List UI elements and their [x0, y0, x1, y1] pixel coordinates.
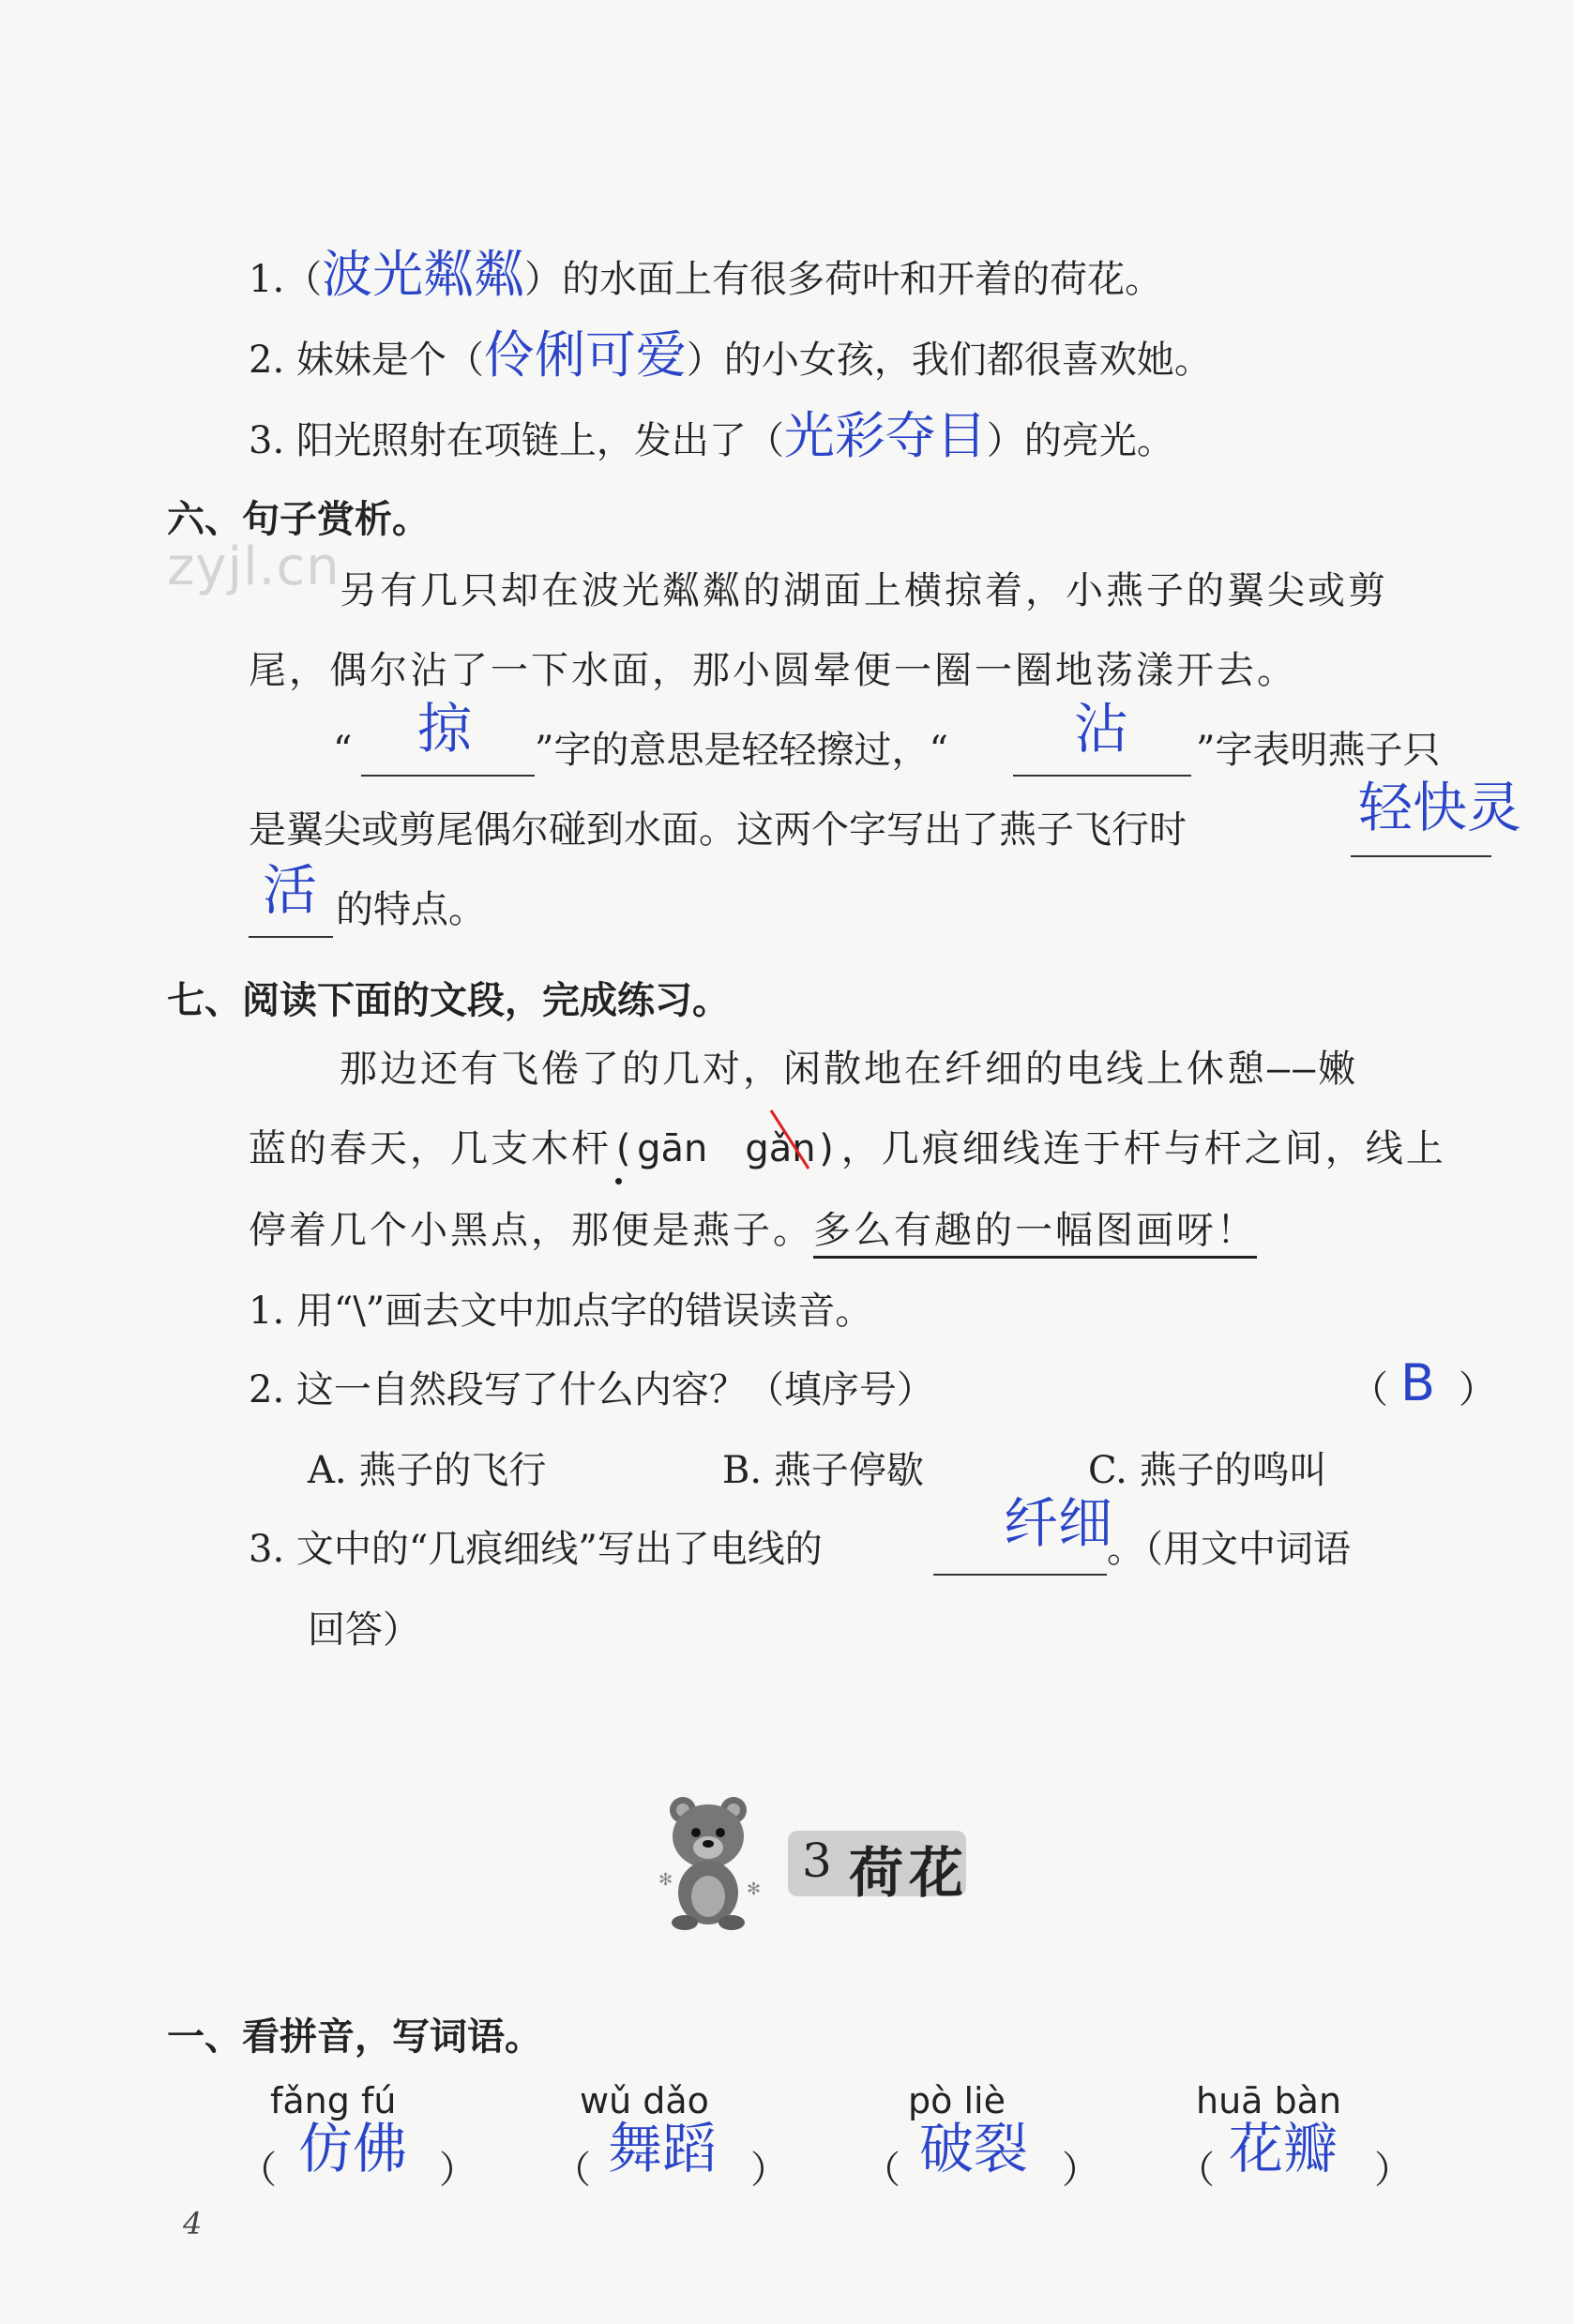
sentence-start: 阳光照射在项链上，发出了（ [295, 419, 784, 462]
handwritten-answer: 沾 [1074, 697, 1129, 761]
paren-open: （ [1177, 2149, 1215, 2192]
strike-mark [767, 1107, 814, 1172]
question-line: ”字表明燕子只 [1196, 729, 1441, 772]
sentence-rest: ）的小女孩，我们都很喜欢她。 [686, 339, 1212, 382]
handwritten-answer: 纤细 [1004, 1491, 1113, 1555]
answer-blank [1013, 775, 1191, 777]
pinyin-option-crossed: gǎn [745, 1127, 816, 1170]
answer-paren-open: （ [1351, 1368, 1388, 1411]
passage-line [249, 1209, 1257, 1252]
paren-close: ） [750, 2149, 788, 2192]
question-line: “ [333, 729, 353, 772]
passage-line: 那边还有飞倦了的几对，闲散地在纤细的电线上休憩——嫩 [340, 1048, 1359, 1091]
underlined-sentence: 多么有趣的一幅图画呀！ [813, 1209, 1257, 1259]
lesson-title: 荷花 [849, 1841, 970, 1905]
answer-blank [361, 775, 535, 777]
watermark: zyjl.cn [167, 536, 340, 597]
question-1: 1. 用“\”画去文中加点字的错误读音。 [249, 1290, 873, 1333]
passage-line: 尾，偶尔沾了一下水面，那小圆晕便一圈一圈地荡漾开去。 [249, 649, 1297, 692]
section-1-heading: 一、看拼音，写词语。 [167, 2015, 542, 2059]
sentence-start: 妹妹是个（ [295, 339, 484, 382]
handwritten-answer: 花瓣 [1229, 2117, 1339, 2181]
lesson-banner [657, 1791, 994, 1932]
section-7-heading: 七、阅读下面的文段，完成练习。 [167, 979, 730, 1022]
question-3: 3. 文中的“几痕细线”写出了电线的 [249, 1528, 823, 1571]
option-b: B. 燕子停歇 [722, 1449, 924, 1492]
answer-blank [249, 936, 333, 938]
passage-text: )，几痕细线连于杆与杆之间，线上 [815, 1127, 1446, 1170]
item-number: 1. [249, 258, 285, 301]
pinyin-label: wǔ dǎo [580, 2080, 709, 2121]
paren-open: （ [553, 2149, 591, 2192]
pinyin-label: huā bàn [1196, 2080, 1342, 2121]
paren-close: ） [439, 2149, 476, 2192]
paren-open: （ [863, 2149, 900, 2192]
handwritten-answer: 光彩夺目 [783, 406, 987, 465]
section-6-heading: 六、句子赏析。 [167, 498, 430, 541]
svg-text:✻: ✻ [747, 1879, 762, 1899]
s5-line-1 [249, 245, 1163, 304]
s5-line-2 [249, 325, 1212, 385]
question-line: 是翼尖或剪尾偶尔碰到水面。这两个字写出了燕子飞行时 [249, 808, 1187, 852]
handwritten-answer: B [1400, 1353, 1436, 1412]
passage-line: 另有几只却在波光粼粼的湖面上横掠着，小燕子的翼尖或剪 [340, 569, 1388, 612]
handwritten-answer: 仿佛 [298, 2117, 408, 2181]
handwritten-answer: 掠 [417, 697, 473, 761]
handwritten-answer: 破裂 [919, 2117, 1029, 2181]
svg-text:✻: ✻ [658, 1870, 673, 1890]
pinyin-label: fǎng fú [270, 2080, 397, 2121]
question-3-end: 。（用文中词语 [1107, 1528, 1351, 1571]
s5-line-3 [249, 406, 1174, 465]
paren-open: （ [239, 2149, 277, 2192]
answer-blank [1351, 855, 1491, 857]
passage-text: 蓝的春天，几支木杆( [249, 1127, 638, 1170]
handwritten-answer: 波光粼粼 [322, 245, 525, 304]
item-number: 3. [249, 419, 285, 462]
item-number: 2. [249, 339, 285, 382]
handwritten-answer: 伶俐可爱 [483, 325, 687, 385]
open-paren: （ [284, 258, 323, 301]
pinyin-option: gān [637, 1127, 708, 1170]
handwritten-answer: 活 [263, 858, 318, 922]
question-line: 的特点。 [336, 888, 486, 931]
lesson-number: 3 [802, 1834, 832, 1888]
pinyin-label: pò liè [908, 2080, 1006, 2121]
sentence-rest: ）的水面上有很多荷叶和开着的荷花。 [524, 258, 1163, 301]
option-c: C. 燕子的鸣叫 [1088, 1449, 1327, 1492]
answer-blank [933, 1574, 1107, 1576]
page-number: 4 [183, 2206, 203, 2241]
sentence-rest: ）的亮光。 [986, 419, 1174, 462]
answer-paren-close: ） [1459, 1368, 1496, 1411]
option-a: A. 燕子的飞行 [308, 1449, 547, 1492]
bear-icon [657, 1791, 769, 1932]
paren-close: ） [1062, 2149, 1099, 2192]
handwritten-answer: 轻快灵 [1358, 776, 1522, 839]
question-line: ”字的意思是轻轻擦过，“ [535, 729, 948, 772]
paren-close: ） [1374, 2149, 1412, 2192]
question-3-cont: 回答） [308, 1608, 420, 1652]
emphasis-dot [615, 1178, 622, 1185]
passage-line [249, 1127, 1446, 1170]
passage-text: 停着几个小黑点，那便是燕子。 [249, 1209, 813, 1252]
question-2: 2. 这一自然段写了什么内容？（填序号） [249, 1368, 934, 1411]
handwritten-answer: 舞蹈 [608, 2117, 718, 2181]
